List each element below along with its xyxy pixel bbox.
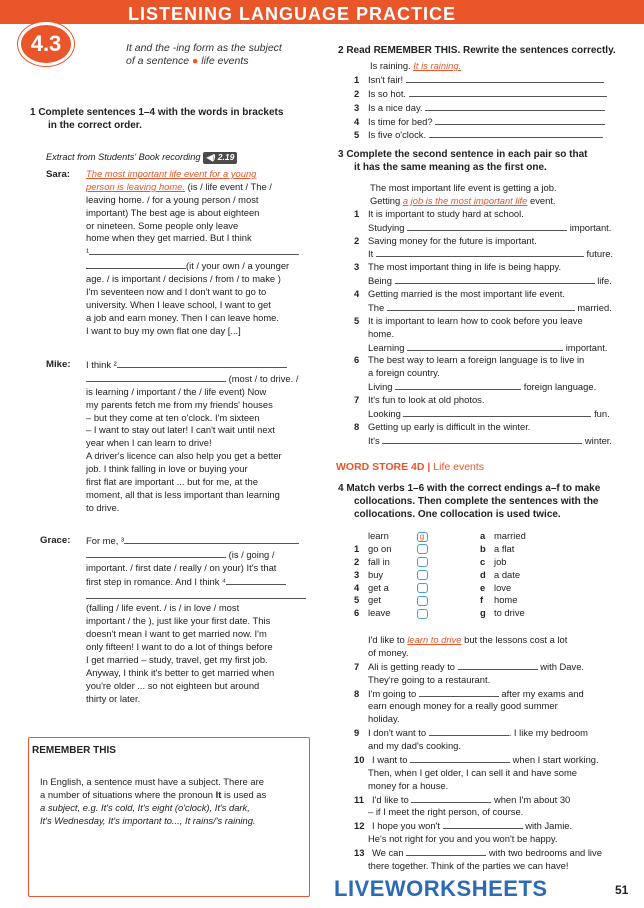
lesson-subtitle: It and the -ing form as the subject of a sentence ● life events [126, 42, 282, 68]
unit-badge: 4.3 [18, 22, 74, 66]
match-box-2[interactable] [417, 557, 428, 567]
page-number: 51 [615, 883, 629, 897]
speaker-mike: Mike: [46, 359, 71, 370]
ex4-blank-8[interactable] [419, 687, 499, 697]
match-box-6[interactable] [417, 609, 428, 619]
bullet-icon: ● [191, 55, 199, 68]
ex2-instruction: 2 Read REMEMBER THIS. Rewrite the sentences correctly. [338, 45, 616, 56]
answer-blank-3b[interactable] [86, 548, 226, 558]
ex4-answer-boxes [414, 530, 430, 620]
ex3-instruction: 3 Complete the second sentence in each pair so that it has the same meaning as the first one. [338, 149, 588, 173]
answer-blank-4b[interactable] [86, 589, 306, 599]
liveworksheets-logo[interactable]: LIVEWORKSHEETS [334, 876, 548, 901]
audio-recording-badge[interactable]: ◀) 2.19 [203, 152, 237, 164]
mike-text: I think ² (most / to drive. / is learning / important / the / life event) Now my parents fetch me from my friends' houses – but they come at ten o'clock. I'm sixteen – I want to stay out later! I can't wait until next year when I can learn to drive! A driver's licence can also help you get a better job. I think falling in love or buying your first flat are important ... but for me, at the moment, all that is less important than learning to drive. [86, 359, 299, 513]
match-box-example[interactable]: g [417, 532, 428, 542]
ex2-blank-1[interactable] [406, 73, 604, 83]
ex3-blank-5[interactable] [407, 341, 563, 351]
speaker-sara: Sara: [46, 169, 70, 180]
ex2-blank-2[interactable] [409, 87, 607, 97]
ex3-blank-8[interactable] [382, 434, 582, 444]
ex4-endings: a married b a flat c job d a date e love f home g to drive [480, 530, 526, 619]
ex3-blank-6[interactable] [395, 380, 521, 390]
ex3-blank-3[interactable] [395, 274, 595, 284]
page-title: LISTENING LANGUAGE PRACTICE [128, 4, 457, 24]
remember-text: In English, a sentence must have a subject. There are a number of situations where the pronoun It is used as a subject, e.g. It's cold, It's eight (o'clock), It's dark, It's Wednesday, It's important to..., It rains/'s raining. [40, 776, 267, 826]
ex2-blank-3[interactable] [425, 101, 605, 111]
speaker-grace: Grace: [40, 535, 71, 546]
ex4-sentences: I'd like to learn to drive but the lessons cost a lot of money. 7 Ali is getting ready to with Dave. They're going to a restaurant. 8 I'm going to after my exams and earn enough money for a really good summer holiday. 9 I don't want to . I like my bedroom and my dad's cooking. 10 I want to when I start working. Then, when I get older, I can sell it and have some money for a house. 11 I'd like to when I'm about 30 – if I meet the right person, of course. 12 I hope you won't with Jamie. He's not right for you and you won't be happy. 13 We can with two bedrooms and live there together. Think of the parties we can have! [354, 634, 602, 871]
match-box-3[interactable] [417, 570, 428, 580]
ex1-instruction: 1 Complete sentences 1–4 with the words in brackets in the correct order. [30, 107, 284, 131]
ex4-blank-7[interactable] [458, 660, 538, 670]
grace-text: For me, ³ (is / going / important. / first date / really / on your) It's that first step in romance. And I think ⁴ (falling / life event. / is / in love / most important / the ), just like your first date. This doesn't mean I want to get married now. I'm only fifteen! I want to do a lot of things before I get married – study, travel, get my first job. Anyway, I think it's better to get married when you're older ... so not eighteen but around thirty or later. [86, 534, 318, 705]
ex4-blank-9[interactable] [429, 726, 509, 736]
ex4-instruction: 4 Match verbs 1–6 with the correct endings a–f to make collocations. Then complete the sentences with the collocations. One collocation is used twice. [338, 483, 601, 520]
ex2-blank-4[interactable] [435, 115, 605, 125]
match-box-5[interactable] [417, 596, 428, 606]
answer-blank-1b[interactable] [86, 259, 186, 269]
sara-text: The most important life event for a young person is leaving home. (is / life event / The / leaving home. / for a young person / most important) The best age is about eighteen or nineteen. Some people only leave home when they get married. But I think ¹ (it / your own / a younger age. / is important / decisions / from / to make ) I'm seventeen now and I don't want to go to university. When I leave school, I want to get a job and earn money. Then I can leave home. I want to buy my own flat one day [...] [86, 168, 318, 337]
match-box-1[interactable] [417, 544, 428, 554]
ex2-items: Is raining. It is raining. 1 Isn't fair! 2 Is so hot. 3 Is a nice day. 4 Is time for bed? 5 Is five o'clock. [354, 60, 634, 142]
remember-title: REMEMBER THIS [32, 744, 124, 758]
ex4-verbs: learn 1 go on 2 fall in 3 buy 4 get a 5 get 6 leave [354, 530, 392, 619]
answer-blank-1[interactable] [89, 245, 299, 255]
ex3-blank-2[interactable] [376, 247, 584, 257]
ex4-blank-11[interactable] [411, 793, 491, 803]
ex3-blank-7[interactable] [403, 407, 591, 417]
ex2-blank-5[interactable] [429, 128, 603, 138]
ex4-blank-10[interactable] [410, 753, 510, 763]
answer-blank-4[interactable] [226, 575, 286, 585]
ex3-blank-1[interactable] [407, 221, 567, 231]
extract-line: Extract from Students' Book recording ◀) 2.19 [46, 151, 237, 164]
ex3-blank-4[interactable] [387, 301, 575, 311]
wordstore-heading: WORD STORE 4D | Life events [336, 461, 485, 473]
ex4-blank-12[interactable] [443, 819, 523, 829]
answer-blank-2b[interactable] [86, 372, 226, 382]
match-box-4[interactable] [417, 583, 428, 593]
ex3-items: The most important life event is getting a job. Getting a job is the most important life event. 1 It is important to study hard at school. Studying important. 2 Saving money for the future is important. It future. 3 The most important thing in life is being happy. Being life. 4 Getting married is the most important life event. The married. 5 It is important to learn how to cook before you leave home. Learning important. 6 The best way to learn a foreign language is to live in a foreign country. Living foreign language. 7 It's fun to look at old photos. Looking fun. 8 Getting up early is difficult in the winter. It's winter. [354, 182, 614, 446]
answer-blank-3[interactable] [124, 534, 299, 544]
answer-blank-2[interactable] [117, 358, 287, 368]
ex4-blank-13[interactable] [406, 846, 486, 856]
